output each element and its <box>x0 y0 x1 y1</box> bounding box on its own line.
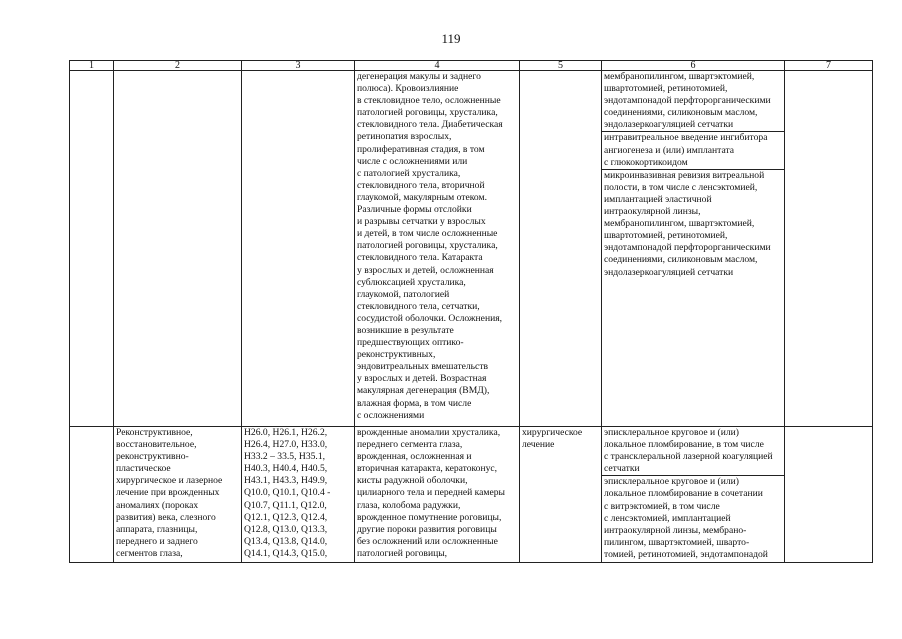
page-number: 119 <box>441 31 461 46</box>
cell-treatment-methods <box>602 427 785 563</box>
cell-treatment-type: хирургическое лечение <box>520 427 602 563</box>
method-item: эписклеральное круговое и (или) локальное пломбирование в сочетании с витрэктомией, в том числе с ленсэктомией, имплантацией интраокулярной линзы, мембрано- пилингом, швартэктомией, шварто- томией, ретинотомией, эндотампонадой <box>604 476 768 560</box>
cell-col1 <box>70 427 114 563</box>
column-header: 3 <box>242 61 355 71</box>
cell-icd-codes: H26.0, H26.1, H26.2, H26.4, H27.0, H33.0, H33.2 – 33.5, H35.1, H40.3, H40.4, H40.5, H43.1, H43.3, H49.9, Q10.0, Q10.1, Q10.4 - Q10.7, Q11.1, Q12.0, Q12.1, Q12.3, Q12.4, Q12.8, Q13.0, Q13.3, Q13.4, Q13.8, Q14.0, Q14.1, Q14.3, Q15.0, <box>242 427 355 563</box>
cell-diagnosis: дегенерация макулы и заднего полюса). Кровоизлияние в стекловидное тело, осложненные патологией роговицы, хрусталика, стекловидного тела. Диабетическая ретинопатия взрослых, пролиферативная стадия, в том числе с осложнениями или с патологией хрусталика, стекловидного тела, вторичной глаукомой, макулярным отеком. Различные формы отслойки и разрывы сетчатки у взрослых и детей, в том числе осложненные патологией роговицы, хрусталика, стекловидного тела. Катаракта у взрослых и детей, осложненная сублюксацией хрусталика, глаукомой, патологией стекловидного тела, сетчатки, сосудистой оболочки. Осложнения, возникшие в результате предшествующих оптико- реконструктивных, эндовитреальных вмешательств у взрослых и детей. Возрастная макулярная дегенерация (ВМД), влажная форма, в том числе с осложнениями <box>355 71 520 427</box>
table-row <box>70 71 873 427</box>
procedures-table <box>69 60 873 563</box>
method-item: микроинвазивная ревизия витреальной полости, в том числе с ленсэктомией, имплантацией эластичной интраокулярной линзы, мембранопилингом, швартэктомией, швартотомией, ретинотомией, эндотампонадой перфторорганическими соединениями, силиконовым маслом, эндолазеркоагуляцией сетчатки <box>604 169 771 278</box>
column-header: 6 <box>602 61 785 71</box>
column-header: 5 <box>520 61 602 71</box>
cell-col3 <box>242 71 355 427</box>
cell-treatment-methods <box>602 71 785 427</box>
column-header: 4 <box>355 61 520 71</box>
cell-col7 <box>785 71 873 427</box>
method-item: интравитреальное введение ингибитора ангиогенеза и (или) имплантата с глюкокортикоидом <box>602 132 784 169</box>
cell-diagnosis: врожденные аномалии хрусталика, переднего сегмента глаза, врожденная, осложненная и вторичная катаракта, кератоконус, кисты радужной оболочки, цилиарного тела и передней камеры глаза, колобома радужки, врожденное помутнение роговицы, другие пороки развития роговицы без осложнений или осложненные патологией роговицы, <box>355 427 520 563</box>
column-header: 7 <box>785 61 873 71</box>
cell-col7 <box>785 427 873 563</box>
cell-col1 <box>70 71 114 427</box>
table-header-row <box>70 61 873 71</box>
table-row <box>70 427 873 563</box>
cell-profile: Реконструктивное, восстановительное, реконструктивно- пластическое хирургическое и лазерное лечение при врожденных аномалиях (пороках развития) века, слезного аппарата, глазницы, переднего и заднего сегментов глаза, <box>114 427 242 563</box>
column-header: 1 <box>70 61 114 71</box>
method-item: мембранопилингом, швартэктомией, швартотомией, ретинотомией, эндотампонадой перфторорганическими соединениями, силиконовым маслом, эндолазеркоагуляцией сетчатки <box>602 71 784 132</box>
cell-col2 <box>114 71 242 427</box>
cell-treatment-type <box>520 71 602 427</box>
method-item: эписклеральное круговое и (или) локальное пломбирование, в том числе с трансклеральной лазерной коагуляцией сетчатки <box>602 427 784 476</box>
column-header: 2 <box>114 61 242 71</box>
